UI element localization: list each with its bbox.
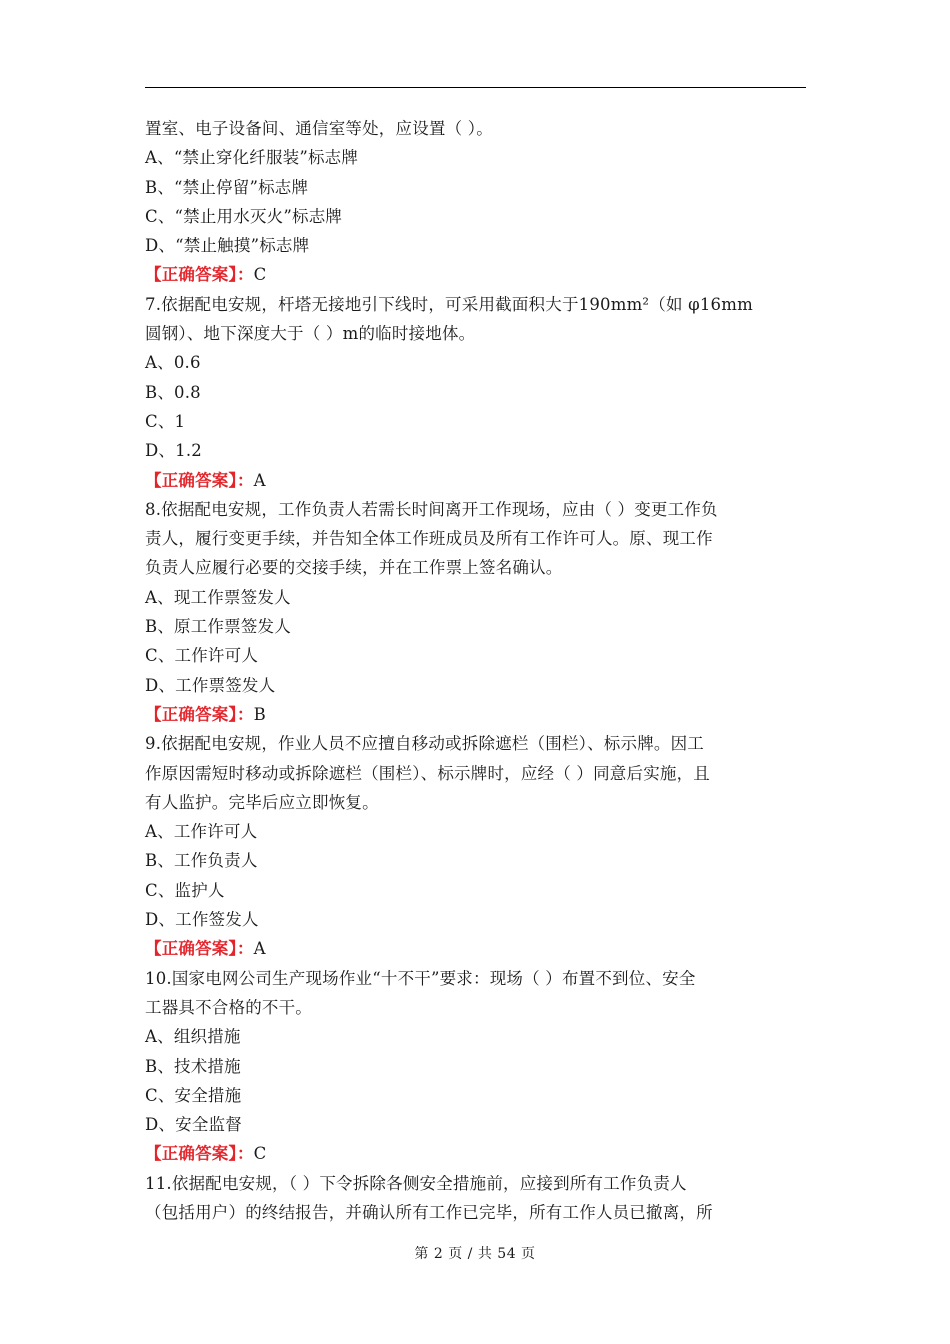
option-d: D、安全监督 <box>145 1115 242 1135</box>
option-c: C、1 <box>145 411 186 431</box>
option-c: C、“禁止用水灭火”标志牌 <box>145 206 343 226</box>
correct-answer <box>145 260 809 289</box>
correct-answer-value: C <box>253 265 267 285</box>
option-a: A、0.6 <box>145 353 201 373</box>
option-a: A、工作许可人 <box>145 822 258 842</box>
option-b: B、“禁止停留”标志牌 <box>145 177 309 197</box>
question-9 <box>145 729 809 963</box>
correct-answer-label: 【正确答案】： <box>145 704 254 724</box>
question-fragment <box>145 114 809 290</box>
question-stem-line: 11.依据配电安规，（ ）下令拆除各侧安全措施前，应接到所有工作负责人 <box>145 1173 687 1193</box>
question-11 <box>145 1169 809 1228</box>
question-8 <box>145 495 809 729</box>
option-a: A、组织措施 <box>145 1027 241 1047</box>
correct-answer-label: 【正确答案】： <box>145 939 254 959</box>
option-b: B、工作负责人 <box>145 851 258 871</box>
option-c: C、监护人 <box>145 880 225 900</box>
option-b: B、技术措施 <box>145 1056 241 1076</box>
question-10 <box>145 964 809 1169</box>
correct-answer <box>145 1139 809 1168</box>
correct-answer <box>145 466 809 495</box>
correct-answer-label: 【正确答案】： <box>145 265 254 285</box>
question-stem-line: 7.依据配电安规，杆塔无接地引下线时，可采用截面积大于190mm²（如 φ16mm <box>145 294 753 314</box>
question-stem-line: 8.依据配电安规，工作负责人若需长时间离开工作现场，应由（ ）变更工作负 <box>145 499 718 519</box>
header-rule <box>145 87 806 88</box>
option-d: D、1.2 <box>145 441 202 461</box>
question-stem-line: （包括用户）的终结报告，并确认所有工作已完毕，所有工作人员已撤离，所 <box>145 1202 713 1222</box>
correct-answer-value: A <box>253 470 266 490</box>
question-7 <box>145 290 809 495</box>
option-c: C、工作许可人 <box>145 646 259 666</box>
question-stem-line: 作原因需短时移动或拆除遮栏（围栏）、标示牌时，应经（ ）同意后实施，且 <box>145 763 710 783</box>
document-body <box>145 114 809 1227</box>
correct-answer-value: B <box>253 704 266 724</box>
correct-answer <box>145 934 809 963</box>
question-stem-line: 10.国家电网公司生产现场作业“十不干”要求：现场（ ）布置不到位、安全 <box>145 968 696 988</box>
question-stem-line: 责人，履行变更手续，并告知全体工作班成员及所有工作许可人。原、现工作 <box>145 529 713 549</box>
option-b: B、0.8 <box>145 382 201 402</box>
question-stem-line: 工器具不合格的不干。 <box>145 997 312 1017</box>
option-d: D、“禁止触摸”标志牌 <box>145 236 310 256</box>
question-stem-line: 置室、电子设备间、通信室等处，应设置（ ）。 <box>145 119 493 138</box>
question-stem-line: 有人监护。完毕后应立即恢复。 <box>145 792 379 812</box>
correct-answer-value: C <box>253 1144 267 1164</box>
correct-answer <box>145 700 809 729</box>
option-d: D、工作签发人 <box>145 910 259 930</box>
option-a: A、“禁止穿化纤服装”标志牌 <box>145 148 359 168</box>
option-c: C、安全措施 <box>145 1085 242 1105</box>
correct-answer-label: 【正确答案】： <box>145 1144 254 1164</box>
question-stem-line: 9.依据配电安规，作业人员不应擅自移动或拆除遮栏（围栏）、标示牌。因工 <box>145 734 704 754</box>
question-stem-line: 负责人应履行必要的交接手续，并在工作票上签名确认。 <box>145 558 563 578</box>
correct-answer-label: 【正确答案】： <box>145 470 254 490</box>
question-stem-line: 圆钢）、地下深度大于（ ）m的临时接地体。 <box>145 324 476 344</box>
correct-answer-value: A <box>253 939 266 959</box>
option-b: B、原工作票签发人 <box>145 617 291 637</box>
option-a: A、现工作票签发人 <box>145 587 291 607</box>
option-d: D、工作票签发人 <box>145 675 276 695</box>
page-footer: 第 2 页 / 共 54 页 <box>414 1246 536 1262</box>
